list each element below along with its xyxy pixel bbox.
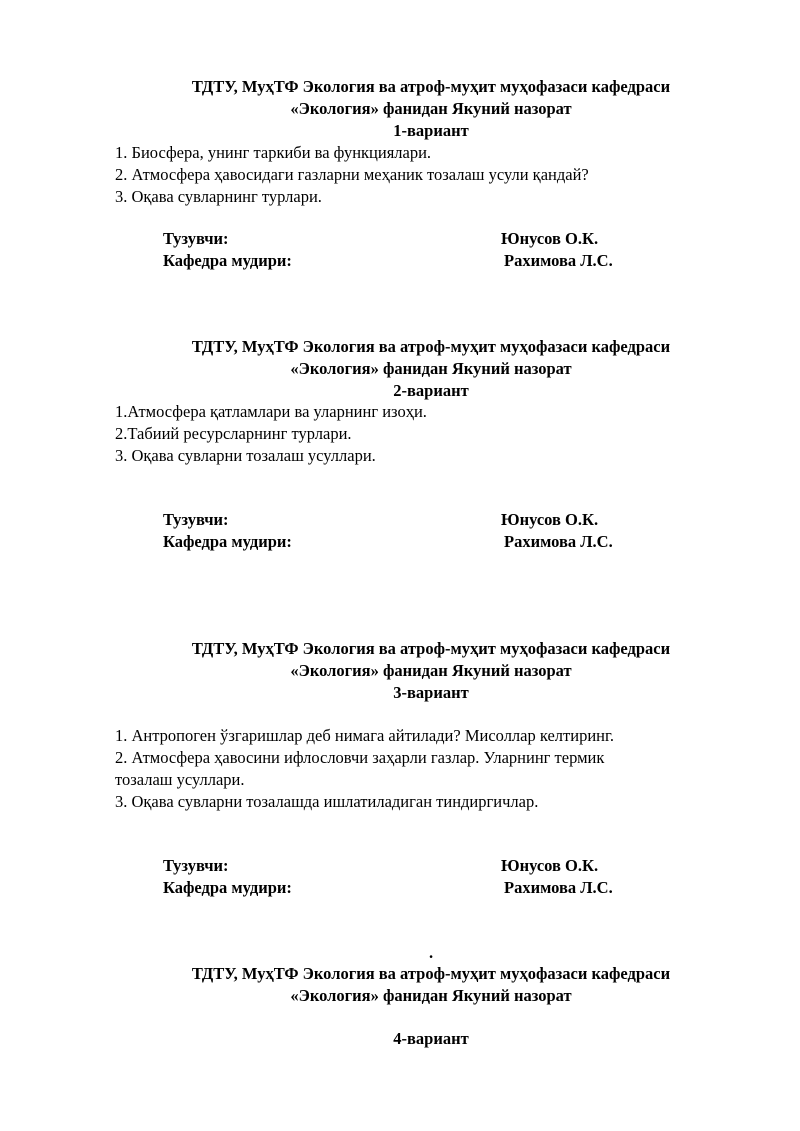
variant-4-department-header: ТДТУ, МуҳТФ Экология ва атроф-муҳит муҳофазаси кафедраси xyxy=(191,964,671,983)
variant-3-exam-header: «Экология» фанидан Якуний назорат xyxy=(290,661,572,680)
variant-3-title: 3-вариант xyxy=(393,683,469,702)
variant-2-head-label: Кафедра мудири: xyxy=(163,532,292,551)
variant-2-question-3: 3. Оқава сувларни тозалаш усуллари. xyxy=(115,446,376,465)
variant-1-head-label: Кафедра мудири: xyxy=(163,251,292,270)
variant-3-compiler-name: Юнусов О.К. xyxy=(501,856,599,875)
variant-1-question-1: 1. Биосфера, унинг таркиби ва функциялари. xyxy=(115,143,432,162)
variant-3-question-2-continued: тозалаш усуллари. xyxy=(115,770,245,789)
variant-2-title: 2-вариант xyxy=(393,381,469,400)
variant-2-compiler-label: Тузувчи: xyxy=(163,510,229,529)
variant-2-question-2: 2.Табиий ресурсларнинг турлари. xyxy=(115,424,352,443)
variant-3-question-1: 1. Антропоген ўзгаришлар деб нимага айтилади? Мисоллар келтиринг. xyxy=(115,726,615,745)
variant-2-head-name: Рахимова Л.С. xyxy=(504,532,613,551)
variant-1-compiler-name: Юнусов О.К. xyxy=(501,229,599,248)
variant-1-question-2: 2. Атмосфера ҳавосидаги газларни меҳаник тозалаш усули қандай? xyxy=(115,165,589,184)
variant-3-compiler-label: Тузувчи: xyxy=(163,856,229,875)
variant-3-question-3: 3. Оқава сувларни тозалашда ишлатиладиган тиндиргичлар. xyxy=(115,792,539,811)
variant-1-compiler-label: Тузувчи: xyxy=(163,229,229,248)
variant-4-exam-header: «Экология» фанидан Якуний назорат xyxy=(290,986,572,1005)
variant-1-question-3: 3. Оқава сувларнинг турлари. xyxy=(115,187,322,206)
variant-1-exam-header: «Экология» фанидан Якуний назорат xyxy=(290,99,572,118)
variant-3-department-header: ТДТУ, МуҳТФ Экология ва атроф-муҳит муҳофазаси кафедраси xyxy=(191,639,671,658)
variant-1-department-header: ТДТУ, МуҳТФ Экология ва атроф-муҳит муҳофазаси кафедраси xyxy=(191,77,671,96)
variant-1-head-name: Рахимова Л.С. xyxy=(504,251,613,270)
variant-2-department-header: ТДТУ, МуҳТФ Экология ва атроф-муҳит муҳофазаси кафедраси xyxy=(191,337,671,356)
variant-4-title: 4-вариант xyxy=(393,1029,469,1048)
variant-2-exam-header: «Экология» фанидан Якуний назорат xyxy=(290,359,572,378)
variant-2-compiler-name: Юнусов О.К. xyxy=(501,510,599,529)
variant-1-title: 1-вариант xyxy=(393,121,469,140)
variant-3-question-2: 2. Атмосфера ҳавосини ифлословчи заҳарли газлар. Уларнинг термик xyxy=(115,748,605,767)
variant-4-dot: . xyxy=(428,943,434,962)
variant-3-head-label: Кафедра мудири: xyxy=(163,878,292,897)
variant-3-head-name: Рахимова Л.С. xyxy=(504,878,613,897)
variant-2-question-1: 1.Атмосфера қатламлари ва уларнинг изоҳи. xyxy=(115,402,427,421)
